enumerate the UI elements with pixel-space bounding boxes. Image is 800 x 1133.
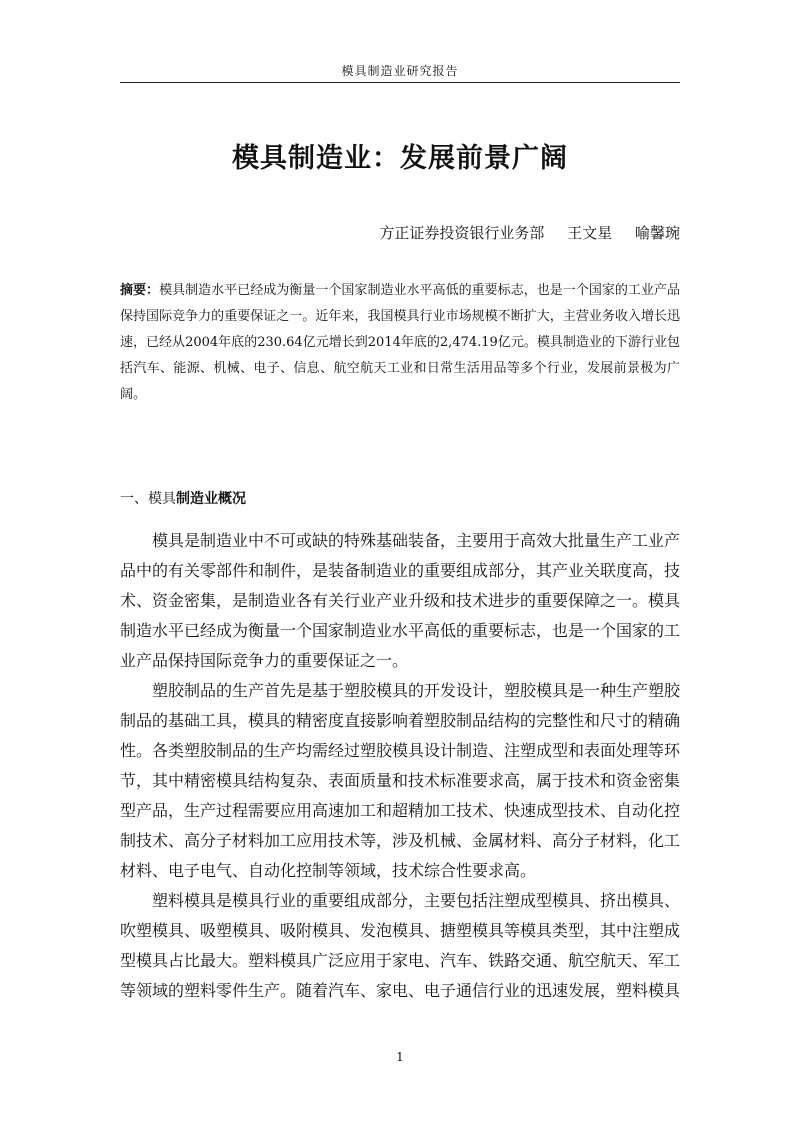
author-name-1: 王文星 xyxy=(567,224,613,242)
body-paragraph-2: 塑胶制品的生产首先是基于塑胶模具的开发设计，塑胶模具是一种生产塑胶制品的基础工具，模具的精密度直接影响着塑胶制品结构的完整性和尺寸的精确性。各类塑胶制品的生产均需经过塑胶模具设计制造、注塑成型和表面处理等环节，其中精密模具结构复杂、表面质量和技术标准要求高，属于技术和资金密集型产品，生产过程需要应用高速加工和超精加工技术、快速成型技术、自动化控制技术、高分子材料加工应用技术等，涉及机械、金属材料、高分子材料，化工材料、电子电气、自动化控制等领域，技术综合性要求高。 xyxy=(120,681,681,880)
body-paragraph-1: 模具是制造业中不可或缺的特殊基础装备，主要用于高效大批量生产工业产品中的有关零部件和制件，是装备制造业的重要组成部分，其产业关联度高，技术、资金密集，是制造业各有关行业产业升级和技术进步的重要保障之一。模具制造水平已经成为衡量一个国家制造业水平高低的重要标志，也是一个国家的工业产品保持国际竞争力的重要保证之一。 xyxy=(120,531,681,670)
abstract-label: 摘要： xyxy=(120,283,160,298)
section-heading xyxy=(120,488,246,508)
section-heading-bold: 制造业概况 xyxy=(176,491,246,507)
abstract-text: 模具制造水平已经成为衡量一个国家制造业水平高低的重要标志，也是一个国家的工业产品保持国际竞争力的重要保证之一。近年来，我国模具行业市场规模不断扩大，主营业务收入增长迅速，已经从2004年底的230.64亿元增长到2014年底的2,474.19亿元。模具制造业的下游行业包括汽车、能源、机械、电子、信息、航空航天工业和日常生活用品等多个行业，发展前景极为广阔。 xyxy=(120,283,680,402)
running-header: 模具制造业研究报告 xyxy=(341,64,459,78)
abstract xyxy=(120,278,680,408)
author-organization: 方正证券投资银行业务部 xyxy=(379,224,545,242)
header-divider xyxy=(120,82,680,83)
section-heading-prefix: 一、模具 xyxy=(120,491,176,507)
page-number: 1 xyxy=(396,1050,404,1064)
body-paragraph-3: 塑料模具是模具行业的重要组成部分，主要包括注塑成型模具、挤出模具、吹塑模具、吸塑模具、吸附模具、发泡模具、搪塑模具等模具类型，其中注塑成型模具占比最大。塑料模具广泛应用于家电、汽车、铁路交通、航空航天、军工等领域的塑料零件生产。随着汽车、家电、电子通信行业的迅速发展，塑料模具 xyxy=(120,891,681,1000)
byline xyxy=(379,222,680,243)
document-title: 模具制造业：发展前景广阔 xyxy=(232,143,568,174)
author-name-2: 喻馨琬 xyxy=(634,224,680,242)
section-body xyxy=(120,526,680,1006)
